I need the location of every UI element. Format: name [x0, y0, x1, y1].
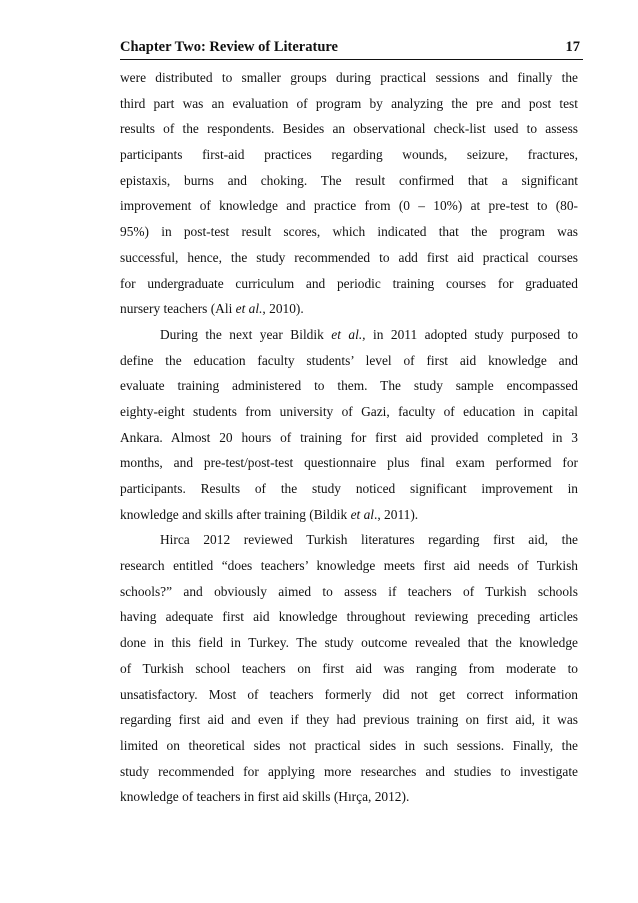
text-line: eighty-eight students from university of Gazi, faculty of education in capital	[120, 403, 578, 419]
text-line: unsatisfactory. Most of teachers formerly did not get correct information	[120, 686, 578, 702]
text-line: participants first-aid practices regarding wounds, seizure, fractures,	[120, 147, 578, 163]
text-line: participants. Results of the study noticed significant improvement in	[120, 481, 578, 496]
text-line	[120, 322, 578, 348]
text-line: successful, hence, the study recommended to add first aid practical courses	[120, 249, 578, 265]
italic-run: et al.	[235, 301, 263, 317]
text-line: define the education faculty students’ level of first aid knowledge and	[120, 352, 578, 368]
text-run: ., 2011).	[374, 506, 419, 522]
body-text	[120, 65, 578, 810]
text-line: research entitled “does teachers’ knowledge meets first aid needs of Turkish	[120, 558, 578, 574]
text-line: Ankara. Almost 20 hours of training for first aid provided completed in 3	[120, 429, 578, 445]
text-run: knowledge and skills after training (Bildik	[120, 506, 351, 522]
text-line: months, and pre-test/post-test questionnaire plus final exam performed for	[120, 455, 578, 471]
text-line: done in this field in Turkey. The study outcome revealed that the knowledge	[120, 635, 578, 651]
italic-run: et al.,	[331, 326, 366, 342]
text-run: During the next year Bildik	[160, 326, 332, 342]
text-line: third part was an evaluation of program by analyzing the pre and post test	[120, 95, 578, 111]
text-line: evaluate training administered to them. The study sample encompassed	[120, 378, 578, 394]
text-line: epistaxis, burns and choking. The result confirmed that a significant	[120, 172, 578, 188]
page-number: 17	[565, 39, 580, 55]
text-line: schools?” and obviously aimed to assess if teachers of Turkish schools	[120, 583, 578, 599]
paragraph-1	[120, 65, 578, 322]
paragraph-3	[120, 527, 578, 810]
text-line: for undergraduate curriculum and periodic training courses for graduated	[120, 275, 578, 291]
running-header	[120, 38, 580, 60]
italic-run: et al	[350, 506, 375, 522]
text-run: , 2010).	[262, 301, 304, 317]
text-run: nursery teachers (Ali	[120, 301, 236, 317]
text-line: study recommended for applying more researches and studies to investigate	[120, 763, 578, 779]
text-line	[120, 502, 578, 528]
text-line: regarding first aid and even if they had previous training on first aid, it was	[120, 712, 578, 728]
text-line: having adequate first aid knowledge throughout reviewing preceding articles	[120, 609, 578, 625]
header-rule	[120, 59, 583, 60]
text-line: results of the respondents. Besides an observational check-list used to assess	[120, 121, 578, 137]
text-line: knowledge of teachers in first aid skills (Hırça, 2012).	[120, 789, 410, 805]
text-line: limited on theoretical sides not practical sides in such sessions. Finally, the	[120, 737, 578, 753]
text-line: improvement of knowledge and practice from (0 – 10%) at pre-test to (80-	[120, 198, 578, 214]
paragraph-2	[120, 322, 578, 528]
text-line: Hirca 2012 reviewed Turkish literatures regarding first aid, the	[160, 532, 578, 548]
text-run: in 2011 adopted study purposed to	[365, 326, 579, 342]
text-line: were distributed to smaller groups during practical sessions and finally the	[120, 70, 578, 85]
text-line	[120, 296, 578, 322]
text-line: 95%) in post-test result scores, which indicated that the program was	[120, 224, 578, 240]
chapter-title: Chapter Two: Review of Literature	[120, 39, 338, 55]
text-line: of Turkish school teachers on first aid was ranging from moderate to	[120, 660, 578, 676]
